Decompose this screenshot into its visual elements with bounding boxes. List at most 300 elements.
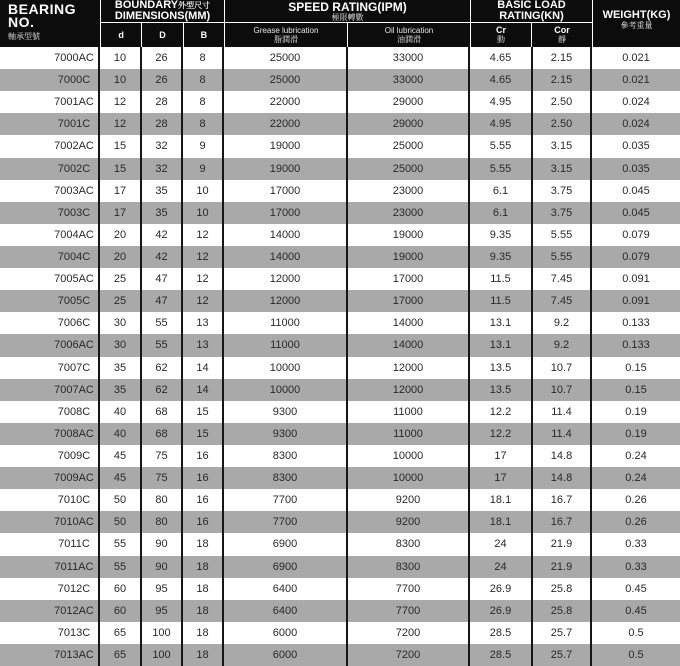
cell-cr: 24 bbox=[470, 533, 533, 555]
bearing-no-line1: BEARING bbox=[8, 1, 77, 17]
cell-grease-speed: 14000 bbox=[224, 246, 348, 268]
cell-B: 18 bbox=[183, 622, 224, 644]
cell-cor: 2.50 bbox=[533, 91, 592, 113]
cell-cor: 9.2 bbox=[533, 334, 592, 356]
cell-d: 30 bbox=[100, 312, 142, 334]
cell-weight: 0.021 bbox=[622, 52, 650, 65]
cell-d: 55 bbox=[100, 556, 142, 578]
cell-cor: 10.7 bbox=[533, 379, 592, 401]
cell-cr: 9.35 bbox=[470, 246, 533, 268]
subheader-grease-lubrication: Grease lubrication 脂潤滑 bbox=[225, 23, 347, 47]
load-line2: RATING(KN) bbox=[499, 10, 564, 22]
cell-B: 16 bbox=[183, 467, 224, 489]
cell-d: 50 bbox=[100, 489, 142, 511]
cell-cr: 9.35 bbox=[470, 224, 533, 246]
cell-grease-speed: 14000 bbox=[224, 224, 348, 246]
boundary-zh: 外型尺寸 bbox=[178, 1, 211, 10]
cell-bearing-model: 7008AC bbox=[0, 423, 100, 445]
cell-oil-speed: 25000 bbox=[348, 158, 470, 180]
cell-grease-speed: 6400 bbox=[224, 600, 348, 622]
cell-grease-speed: 11000 bbox=[224, 334, 348, 356]
cell-weight: 0.021 bbox=[622, 74, 650, 87]
cell-weight: 0.5 bbox=[628, 649, 644, 661]
cell-cor: 2.15 bbox=[533, 47, 592, 69]
cell-bearing-model: 7004AC bbox=[0, 224, 100, 246]
cell-d: 65 bbox=[100, 644, 142, 666]
cell-grease-speed: 8300 bbox=[224, 445, 348, 467]
cell-bearing-model: 7010AC bbox=[0, 511, 100, 533]
cell-cor: 2.50 bbox=[533, 113, 592, 135]
cell-bearing-model: 7003AC bbox=[0, 180, 100, 202]
cell-D: 90 bbox=[142, 556, 183, 578]
subheader-D: D bbox=[142, 23, 182, 47]
cell-oil-speed: 12000 bbox=[348, 379, 470, 401]
cell-B: 18 bbox=[183, 644, 224, 666]
cell-D: 62 bbox=[142, 379, 183, 401]
cell-grease-speed: 25000 bbox=[224, 69, 348, 91]
cell-weight: 0.19 bbox=[625, 405, 647, 418]
cell-D: 75 bbox=[142, 445, 183, 467]
cell-d: 25 bbox=[100, 290, 142, 312]
cell-grease-speed: 22000 bbox=[224, 91, 348, 113]
cell-bearing-model: 7010C bbox=[0, 489, 100, 511]
cell-weight: 0.33 bbox=[625, 560, 647, 573]
table-row bbox=[0, 91, 680, 113]
cell-grease-speed: 19000 bbox=[224, 135, 348, 157]
cell-d: 30 bbox=[100, 334, 142, 356]
cell-oil-speed: 9200 bbox=[348, 489, 470, 511]
subheader-oil-lubrication: Oil lubrication 油潤滑 bbox=[348, 23, 470, 47]
header-basic-load-rating bbox=[471, 0, 592, 47]
table-row bbox=[0, 290, 680, 312]
cell-grease-speed: 10000 bbox=[224, 379, 348, 401]
cell-d: 20 bbox=[100, 224, 142, 246]
boundary-line2: DIMENSIONS(MM) bbox=[114, 10, 211, 22]
subheader-cr: Cr 動 bbox=[471, 23, 531, 47]
cell-D: 32 bbox=[142, 158, 183, 180]
cell-D: 47 bbox=[142, 268, 183, 290]
cell-d: 35 bbox=[100, 357, 142, 379]
cell-bearing-model: 7002AC bbox=[0, 135, 100, 157]
cell-B: 8 bbox=[183, 47, 224, 69]
cell-d: 60 bbox=[100, 578, 142, 600]
cell-oil-speed: 19000 bbox=[348, 246, 470, 268]
cell-cor: 2.15 bbox=[533, 69, 592, 91]
cell-oil-speed: 17000 bbox=[348, 290, 470, 312]
table-row bbox=[0, 135, 680, 157]
cell-D: 95 bbox=[142, 600, 183, 622]
cell-oil-speed: 9200 bbox=[348, 511, 470, 533]
cell-weight: 0.079 bbox=[622, 228, 650, 241]
cell-grease-speed: 11000 bbox=[224, 312, 348, 334]
cell-D: 95 bbox=[142, 578, 183, 600]
speed-zh: 極限轉數 bbox=[331, 12, 364, 22]
cell-grease-speed: 12000 bbox=[224, 290, 348, 312]
cell-B: 15 bbox=[183, 401, 224, 423]
table-row bbox=[0, 423, 680, 445]
header-weight bbox=[593, 0, 680, 47]
cell-D: 26 bbox=[142, 69, 183, 91]
table-row bbox=[0, 246, 680, 268]
cell-weight: 0.133 bbox=[622, 339, 650, 352]
cell-cor: 7.45 bbox=[533, 268, 592, 290]
cell-grease-speed: 6900 bbox=[224, 556, 348, 578]
cell-cr: 5.55 bbox=[470, 158, 533, 180]
cell-B: 16 bbox=[183, 445, 224, 467]
table-row bbox=[0, 622, 680, 644]
cell-B: 10 bbox=[183, 202, 224, 224]
cell-bearing-model: 7009C bbox=[0, 445, 100, 467]
cell-D: 28 bbox=[142, 113, 183, 135]
cell-d: 15 bbox=[100, 158, 142, 180]
cell-weight: 0.33 bbox=[625, 538, 647, 551]
table-row bbox=[0, 556, 680, 578]
cell-grease-speed: 7700 bbox=[224, 489, 348, 511]
cell-B: 18 bbox=[183, 556, 224, 578]
table-row bbox=[0, 69, 680, 91]
cell-cr: 26.9 bbox=[470, 578, 533, 600]
cell-oil-speed: 14000 bbox=[348, 312, 470, 334]
cell-oil-speed: 8300 bbox=[348, 533, 470, 555]
cell-oil-speed: 10000 bbox=[348, 467, 470, 489]
table-row bbox=[0, 158, 680, 180]
cell-D: 47 bbox=[142, 290, 183, 312]
cell-weight: 0.024 bbox=[622, 96, 650, 109]
cell-D: 35 bbox=[142, 180, 183, 202]
cell-B: 18 bbox=[183, 533, 224, 555]
cell-B: 12 bbox=[183, 290, 224, 312]
cell-bearing-model: 7000AC bbox=[0, 47, 100, 69]
cell-bearing-model: 7009AC bbox=[0, 467, 100, 489]
cell-B: 18 bbox=[183, 600, 224, 622]
cell-cor: 16.7 bbox=[533, 489, 592, 511]
cell-cr: 6.1 bbox=[470, 180, 533, 202]
cell-B: 12 bbox=[183, 246, 224, 268]
cell-weight: 0.5 bbox=[628, 626, 644, 639]
cell-grease-speed: 6000 bbox=[224, 622, 348, 644]
cell-D: 80 bbox=[142, 489, 183, 511]
load-line1: BASIC LOAD bbox=[497, 0, 566, 11]
cell-B: 8 bbox=[183, 91, 224, 113]
cell-cr: 4.95 bbox=[470, 91, 533, 113]
cell-d: 45 bbox=[100, 445, 142, 467]
cell-d: 17 bbox=[100, 180, 142, 202]
cell-weight: 0.045 bbox=[622, 184, 650, 197]
cell-cr: 28.5 bbox=[470, 622, 533, 644]
table-row bbox=[0, 180, 680, 202]
cell-cor: 5.55 bbox=[533, 224, 592, 246]
table-row bbox=[0, 113, 680, 135]
cell-cr: 13.1 bbox=[470, 334, 533, 356]
cell-bearing-model: 7001AC bbox=[0, 91, 100, 113]
cell-d: 50 bbox=[100, 511, 142, 533]
cell-D: 62 bbox=[142, 357, 183, 379]
cell-cr: 4.95 bbox=[470, 113, 533, 135]
table-row bbox=[0, 489, 680, 511]
cell-bearing-model: 7003C bbox=[0, 202, 100, 224]
load-title bbox=[471, 0, 592, 22]
cell-B: 16 bbox=[183, 511, 224, 533]
cell-grease-speed: 9300 bbox=[224, 423, 348, 445]
cell-B: 9 bbox=[183, 135, 224, 157]
cell-bearing-model: 7007C bbox=[0, 357, 100, 379]
cell-grease-speed: 9300 bbox=[224, 401, 348, 423]
cell-weight: 0.024 bbox=[622, 118, 650, 131]
cell-cr: 11.5 bbox=[470, 290, 533, 312]
cell-bearing-model: 7004C bbox=[0, 246, 100, 268]
table-row bbox=[0, 578, 680, 600]
cell-bearing-model: 7013C bbox=[0, 622, 100, 644]
bearing-no-line2: NO. bbox=[8, 14, 35, 30]
cell-D: 55 bbox=[142, 334, 183, 356]
cell-cr: 4.65 bbox=[470, 47, 533, 69]
cell-D: 28 bbox=[142, 91, 183, 113]
cell-cor: 25.8 bbox=[533, 600, 592, 622]
weight-title: WEIGHT(KG) bbox=[602, 8, 671, 21]
cell-cor: 3.15 bbox=[533, 135, 592, 157]
cell-oil-speed: 8300 bbox=[348, 556, 470, 578]
cell-B: 18 bbox=[183, 578, 224, 600]
cell-D: 80 bbox=[142, 511, 183, 533]
cell-d: 65 bbox=[100, 622, 142, 644]
cell-weight: 0.19 bbox=[625, 427, 647, 440]
cell-cr: 24 bbox=[470, 556, 533, 578]
table-row bbox=[0, 202, 680, 224]
cell-cr: 13.5 bbox=[470, 357, 533, 379]
table-row bbox=[0, 401, 680, 423]
table-row bbox=[0, 334, 680, 356]
table-row bbox=[0, 467, 680, 489]
table-row bbox=[0, 511, 680, 533]
cell-B: 10 bbox=[183, 180, 224, 202]
cell-oil-speed: 17000 bbox=[348, 268, 470, 290]
cell-cor: 25.7 bbox=[533, 644, 592, 666]
cell-oil-speed: 7200 bbox=[348, 622, 470, 644]
cell-weight: 0.091 bbox=[622, 295, 650, 308]
cell-B: 14 bbox=[183, 357, 224, 379]
cell-weight: 0.24 bbox=[625, 472, 647, 485]
cell-grease-speed: 10000 bbox=[224, 357, 348, 379]
cell-weight: 0.035 bbox=[622, 162, 650, 175]
cell-cor: 14.8 bbox=[533, 445, 592, 467]
table-row bbox=[0, 445, 680, 467]
cell-cor: 7.45 bbox=[533, 290, 592, 312]
cell-cr: 28.5 bbox=[470, 644, 533, 666]
cell-weight: 0.091 bbox=[622, 273, 650, 286]
cell-weight: 0.15 bbox=[625, 361, 647, 374]
table-row bbox=[0, 224, 680, 246]
subheader-B: B bbox=[184, 23, 224, 47]
cell-D: 35 bbox=[142, 202, 183, 224]
cell-cor: 25.7 bbox=[533, 622, 592, 644]
cell-d: 17 bbox=[100, 202, 142, 224]
cell-cr: 4.65 bbox=[470, 69, 533, 91]
cell-bearing-model: 7000C bbox=[0, 69, 100, 91]
cell-d: 12 bbox=[100, 91, 142, 113]
cell-oil-speed: 10000 bbox=[348, 445, 470, 467]
cell-bearing-model: 7008C bbox=[0, 401, 100, 423]
cell-bearing-model: 7001C bbox=[0, 113, 100, 135]
cell-cor: 10.7 bbox=[533, 357, 592, 379]
boundary-title bbox=[101, 0, 224, 22]
cell-grease-speed: 6400 bbox=[224, 578, 348, 600]
cell-bearing-model: 7011AC bbox=[0, 556, 100, 578]
bearing-no-zh: 軸承型號 bbox=[8, 32, 40, 41]
cell-oil-speed: 29000 bbox=[348, 91, 470, 113]
cell-bearing-model: 7005AC bbox=[0, 268, 100, 290]
cell-cor: 11.4 bbox=[533, 423, 592, 445]
cell-cor: 21.9 bbox=[533, 556, 592, 578]
boundary-line1: BOUNDARY bbox=[114, 0, 179, 11]
cell-weight: 0.26 bbox=[625, 516, 647, 529]
table-row bbox=[0, 533, 680, 555]
cell-grease-speed: 17000 bbox=[224, 180, 348, 202]
cell-weight: 0.133 bbox=[622, 317, 650, 330]
cell-bearing-model: 7006C bbox=[0, 312, 100, 334]
cell-B: 13 bbox=[183, 334, 224, 356]
cell-B: 9 bbox=[183, 158, 224, 180]
cell-d: 10 bbox=[100, 47, 142, 69]
cell-cr: 6.1 bbox=[470, 202, 533, 224]
cell-d: 60 bbox=[100, 600, 142, 622]
cell-cr: 18.1 bbox=[470, 511, 533, 533]
cell-cr: 17 bbox=[470, 467, 533, 489]
cell-grease-speed: 8300 bbox=[224, 467, 348, 489]
cell-D: 75 bbox=[142, 467, 183, 489]
cell-B: 12 bbox=[183, 268, 224, 290]
cell-d: 12 bbox=[100, 113, 142, 135]
cell-D: 100 bbox=[142, 644, 183, 666]
cell-cor: 5.55 bbox=[533, 246, 592, 268]
table-row bbox=[0, 600, 680, 622]
cell-d: 10 bbox=[100, 69, 142, 91]
cell-cr: 12.2 bbox=[470, 423, 533, 445]
cell-bearing-model: 7007AC bbox=[0, 379, 100, 401]
header-speed-rating bbox=[225, 0, 470, 47]
cell-grease-speed: 12000 bbox=[224, 268, 348, 290]
cell-grease-speed: 17000 bbox=[224, 202, 348, 224]
cell-d: 35 bbox=[100, 379, 142, 401]
header-boundary-dimensions bbox=[101, 0, 224, 47]
cell-D: 100 bbox=[142, 622, 183, 644]
cell-D: 68 bbox=[142, 401, 183, 423]
cell-cr: 26.9 bbox=[470, 600, 533, 622]
cell-bearing-model: 7002C bbox=[0, 158, 100, 180]
cell-bearing-model: 7012AC bbox=[0, 600, 100, 622]
cell-d: 25 bbox=[100, 268, 142, 290]
cell-d: 15 bbox=[100, 135, 142, 157]
cell-cor: 3.75 bbox=[533, 202, 592, 224]
cell-bearing-model: 7006AC bbox=[0, 334, 100, 356]
cell-bearing-model: 7005C bbox=[0, 290, 100, 312]
cell-oil-speed: 23000 bbox=[348, 180, 470, 202]
cell-cor: 9.2 bbox=[533, 312, 592, 334]
table-row bbox=[0, 312, 680, 334]
cell-weight: 0.035 bbox=[622, 140, 650, 153]
cell-oil-speed: 29000 bbox=[348, 113, 470, 135]
cell-B: 15 bbox=[183, 423, 224, 445]
cell-weight: 0.24 bbox=[625, 450, 647, 463]
cell-D: 90 bbox=[142, 533, 183, 555]
cell-cor: 3.75 bbox=[533, 180, 592, 202]
cell-grease-speed: 7700 bbox=[224, 511, 348, 533]
cell-D: 32 bbox=[142, 135, 183, 157]
subheader-cor: Cor 靜 bbox=[532, 23, 592, 47]
cell-weight: 0.045 bbox=[622, 206, 650, 219]
cell-D: 26 bbox=[142, 47, 183, 69]
cell-oil-speed: 11000 bbox=[348, 423, 470, 445]
cell-oil-speed: 7700 bbox=[348, 600, 470, 622]
cell-grease-speed: 6900 bbox=[224, 533, 348, 555]
cell-oil-speed: 33000 bbox=[348, 47, 470, 69]
cell-D: 42 bbox=[142, 246, 183, 268]
cell-cr: 13.5 bbox=[470, 379, 533, 401]
cell-cor: 14.8 bbox=[533, 467, 592, 489]
cell-cor: 3.15 bbox=[533, 158, 592, 180]
speed-title: SPEED RATING(IPM) 極限轉數 bbox=[225, 0, 470, 22]
cell-D: 42 bbox=[142, 224, 183, 246]
cell-oil-speed: 11000 bbox=[348, 401, 470, 423]
cell-B: 12 bbox=[183, 224, 224, 246]
cell-d: 45 bbox=[100, 467, 142, 489]
table-row bbox=[0, 357, 680, 379]
cell-weight: 0.079 bbox=[622, 251, 650, 264]
cell-cor: 21.9 bbox=[533, 533, 592, 555]
table-header bbox=[0, 0, 680, 47]
cell-cor: 16.7 bbox=[533, 511, 592, 533]
table-row bbox=[0, 644, 680, 666]
cell-B: 13 bbox=[183, 312, 224, 334]
header-bearing-no bbox=[0, 0, 100, 47]
cell-oil-speed: 14000 bbox=[348, 334, 470, 356]
cell-d: 20 bbox=[100, 246, 142, 268]
cell-weight: 0.45 bbox=[625, 582, 647, 595]
cell-oil-speed: 23000 bbox=[348, 202, 470, 224]
table-row bbox=[0, 379, 680, 401]
cell-cr: 11.5 bbox=[470, 268, 533, 290]
table-body bbox=[0, 47, 680, 666]
cell-B: 14 bbox=[183, 379, 224, 401]
cell-cor: 25.8 bbox=[533, 578, 592, 600]
cell-bearing-model: 7012C bbox=[0, 578, 100, 600]
cell-B: 8 bbox=[183, 113, 224, 135]
cell-oil-speed: 33000 bbox=[348, 69, 470, 91]
cell-cor: 11.4 bbox=[533, 401, 592, 423]
weight-zh: 參考重量 bbox=[620, 20, 653, 30]
cell-D: 55 bbox=[142, 312, 183, 334]
cell-cr: 18.1 bbox=[470, 489, 533, 511]
cell-d: 55 bbox=[100, 533, 142, 555]
cell-cr: 5.55 bbox=[470, 135, 533, 157]
cell-weight: 0.26 bbox=[625, 494, 647, 507]
cell-bearing-model: 7013AC bbox=[0, 644, 100, 666]
cell-oil-speed: 19000 bbox=[348, 224, 470, 246]
cell-oil-speed: 25000 bbox=[348, 135, 470, 157]
cell-oil-speed: 7200 bbox=[348, 644, 470, 666]
cell-weight: 0.45 bbox=[625, 604, 647, 617]
cell-weight: 0.15 bbox=[625, 383, 647, 396]
subheader-d: d bbox=[101, 23, 141, 47]
cell-cr: 17 bbox=[470, 445, 533, 467]
table-row bbox=[0, 47, 680, 69]
cell-B: 8 bbox=[183, 69, 224, 91]
cell-grease-speed: 22000 bbox=[224, 113, 348, 135]
cell-grease-speed: 6000 bbox=[224, 644, 348, 666]
cell-d: 40 bbox=[100, 423, 142, 445]
cell-grease-speed: 25000 bbox=[224, 47, 348, 69]
cell-cr: 13.1 bbox=[470, 312, 533, 334]
cell-oil-speed: 12000 bbox=[348, 357, 470, 379]
